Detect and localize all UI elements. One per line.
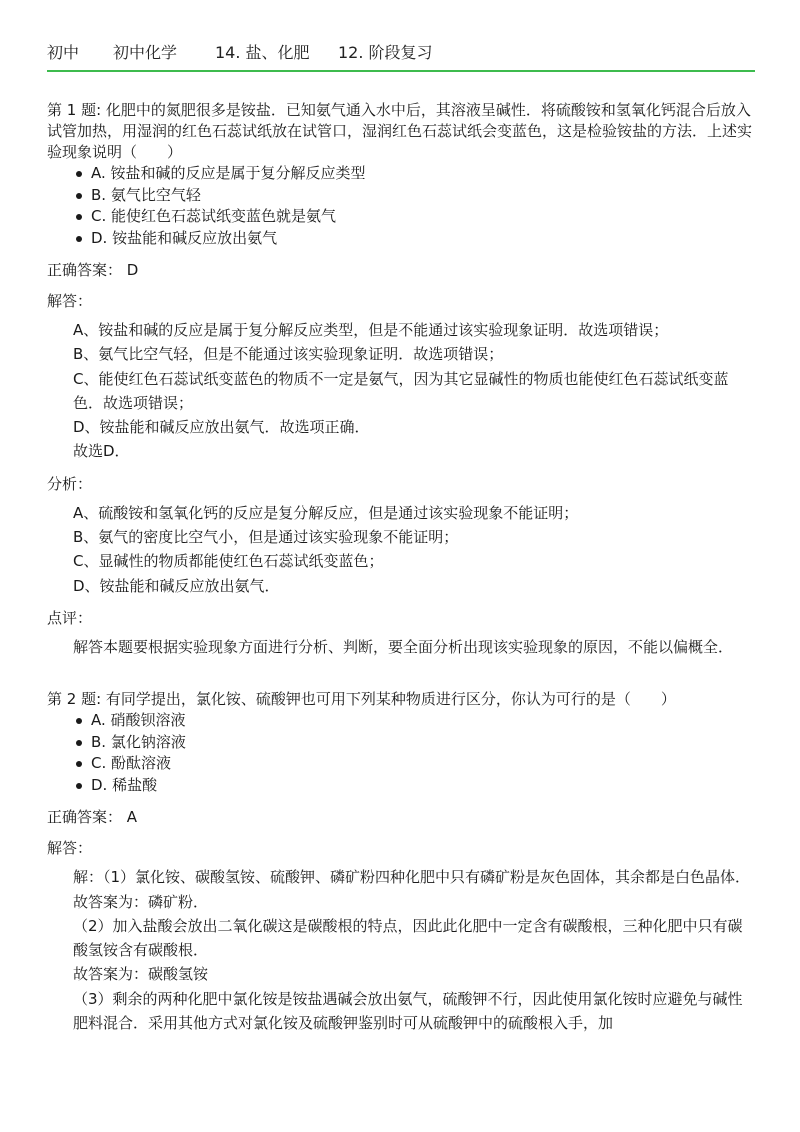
option-c: C. 酚酞溶液: [74, 753, 757, 775]
question-block-2: [47, 689, 757, 1035]
question-list: [47, 100, 757, 1035]
solution-line: （2）加入盐酸会放出二氧化碳这是碳酸根的特点，因此此化肥中一定含有碳酸根，三种化肥中只有碳酸氢铵含有碳酸根．: [73, 916, 743, 960]
solution-line: （3）剩余的两种化肥中氯化铵是铵盐遇碱会放出氨气，硫酸钾不行，因此使用氯化铵时应避免与碱性肥料混合．采用其他方式对氯化铵及硫酸钾鉴别时可从硫酸钾中的硫酸根入手，加: [73, 989, 743, 1033]
comment-body: [47, 635, 757, 659]
solution-body: [47, 865, 757, 1035]
analysis-line: A、硫酸铵和氢氧化钙的反应是复分解反应，但是通过该实验现象不能证明；: [73, 503, 579, 522]
analysis-line: D、铵盐能和碱反应放出氨气．: [73, 576, 280, 595]
option-a: A. 硝酸钡溶液: [74, 710, 757, 732]
option-list: [47, 163, 757, 249]
question-text: 第 2 题: 有同学提出，氯化铵、硫酸钾也可用下列某种物质进行区分，你认为可行的是（ ）: [47, 690, 676, 709]
solution-line: 解：（1）氯化铵、碳酸氢铵、硫酸钾、磷矿粉四种化肥中只有磷矿粉是灰色固体，其余都是白色晶体．故答案为：磷矿粉．: [73, 868, 751, 911]
solution-body: [47, 318, 757, 464]
solution-label: 解答：: [47, 839, 93, 858]
comment-label: 点评：: [47, 608, 93, 627]
correct-answer: 正确答案： D: [47, 261, 139, 279]
header-divider: [47, 70, 755, 72]
analysis-line: C、显碱性的物质都能使红色石蕊试纸变蓝色；: [73, 552, 384, 571]
question-text: 第 1 题: 化肥中的氮肥很多是铵盐．已知氨气通入水中后，其溶液呈碱性．将硫酸铵和氢氧化钙混合后放入试管加热，用湿润的红色石蕊试纸放在试管口，湿润红色石蕊试纸会变蓝色，这是检验铵盐的方法．上述实验现象说明（ ）: [47, 101, 753, 161]
analysis-line: B、氨气的密度比空气小，但是通过该实验现象不能证明；: [73, 528, 459, 547]
option-c: C. 能使红色石蕊试纸变蓝色就是氨气: [74, 206, 757, 228]
solution-line: 故选D．: [73, 442, 130, 461]
option-a: A. 铵盐和碱的反应是属于复分解反应类型: [74, 163, 757, 185]
analysis-label: 分析：: [47, 474, 93, 493]
option-b: B. 氨气比空气轻: [74, 185, 757, 207]
solution-line: B、氨气比空气轻，但是不能通过该实验现象证明．故选项错误；: [73, 345, 504, 364]
analysis-body: [47, 501, 757, 598]
solution-line: C、能使红色石蕊试纸变蓝色的物质不一定是氨气，因为其它显碱性的物质也能使红色石蕊试纸变蓝色．故选项错误；: [73, 369, 729, 412]
question-separator: [47, 659, 757, 689]
breadcrumb-item-subject[interactable]: 初中化学: [113, 42, 178, 62]
breadcrumb-item-chapter[interactable]: 14. 盐、化肥: [215, 42, 310, 62]
comment-line: 解答本题要根据实验现象方面进行分析、判断，要全面分析出现该实验现象的原因，不能以偏概全．: [73, 637, 734, 656]
breadcrumb: [47, 38, 433, 64]
solution-line: D、铵盐能和碱反应放出氨气．故选项正确．: [73, 418, 370, 437]
solution-line: A、铵盐和碱的反应是属于复分解反应类型，但是不能通过该实验现象证明．故选项错误；: [73, 321, 669, 339]
option-d: D. 稀盐酸: [74, 775, 757, 797]
breadcrumb-item-level[interactable]: 初中: [47, 42, 80, 62]
solution-label: 解答：: [47, 292, 93, 310]
option-b: B. 氯化钠溶液: [74, 732, 757, 754]
option-list: [47, 710, 757, 796]
breadcrumb-item-section[interactable]: 12. 阶段复习: [338, 42, 433, 62]
solution-line: 故答案为：碳酸氢铵: [73, 965, 209, 984]
correct-answer: 正确答案： A: [47, 808, 138, 827]
question-block-1: [47, 100, 757, 659]
option-d: D. 铵盐能和碱反应放出氨气: [74, 228, 757, 250]
